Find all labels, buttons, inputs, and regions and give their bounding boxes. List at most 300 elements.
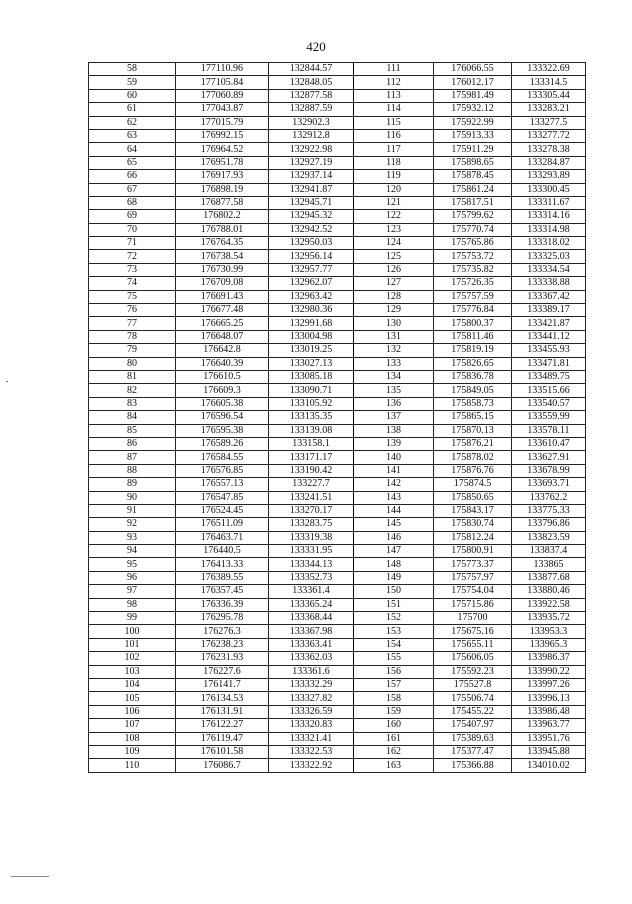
x-coordinate-cell: 176610.5 xyxy=(176,370,269,383)
table-row xyxy=(89,397,586,410)
point-number-cell: 95 xyxy=(89,558,176,571)
y-coordinate-cell: 133823.59 xyxy=(512,531,586,544)
table-row xyxy=(89,116,586,129)
y-coordinate-cell: 133922.58 xyxy=(512,598,586,611)
x-coordinate-cell: 175826.65 xyxy=(434,357,512,370)
x-coordinate-cell: 175836.78 xyxy=(434,370,512,383)
point-number-cell: 144 xyxy=(354,504,434,517)
point-number-cell: 82 xyxy=(89,384,176,397)
y-coordinate-cell: 133344.13 xyxy=(269,558,354,571)
point-number-cell: 78 xyxy=(89,330,176,343)
table-row xyxy=(89,678,586,691)
y-coordinate-cell: 133610.47 xyxy=(512,437,586,450)
y-coordinate-cell: 133283.75 xyxy=(269,518,354,531)
y-coordinate-cell: 133775.33 xyxy=(512,504,586,517)
point-number-cell: 89 xyxy=(89,478,176,491)
y-coordinate-cell: 133540.57 xyxy=(512,397,586,410)
point-number-cell: 140 xyxy=(354,451,434,464)
point-number-cell: 152 xyxy=(354,612,434,625)
y-coordinate-cell: 133368.44 xyxy=(269,612,354,625)
point-number-cell: 136 xyxy=(354,397,434,410)
x-coordinate-cell: 176012.17 xyxy=(434,76,512,89)
y-coordinate-cell: 133326.59 xyxy=(269,705,354,718)
point-number-cell: 130 xyxy=(354,317,434,330)
y-coordinate-cell: 133986.37 xyxy=(512,652,586,665)
point-number-cell: 64 xyxy=(89,143,176,156)
coordinates-table xyxy=(88,62,586,773)
x-coordinate-cell: 175715.86 xyxy=(434,598,512,611)
x-coordinate-cell: 176086.7 xyxy=(176,759,269,772)
point-number-cell: 146 xyxy=(354,531,434,544)
y-coordinate-cell: 132991.68 xyxy=(269,317,354,330)
y-coordinate-cell: 133322.53 xyxy=(269,745,354,758)
x-coordinate-cell: 176709.08 xyxy=(176,277,269,290)
y-coordinate-cell: 133362.03 xyxy=(269,652,354,665)
y-coordinate-cell: 133322.69 xyxy=(512,63,586,76)
x-coordinate-cell: 175726.35 xyxy=(434,277,512,290)
x-coordinate-cell: 176122.27 xyxy=(176,719,269,732)
point-number-cell: 120 xyxy=(354,183,434,196)
y-coordinate-cell: 133361.6 xyxy=(269,665,354,678)
point-number-cell: 147 xyxy=(354,545,434,558)
y-coordinate-cell: 133953.3 xyxy=(512,625,586,638)
y-coordinate-cell: 132950.03 xyxy=(269,237,354,250)
point-number-cell: 137 xyxy=(354,411,434,424)
point-number-cell: 154 xyxy=(354,638,434,651)
x-coordinate-cell: 176119.47 xyxy=(176,732,269,745)
coordinates-table-body xyxy=(89,63,586,773)
y-coordinate-cell: 133318.02 xyxy=(512,237,586,250)
point-number-cell: 66 xyxy=(89,170,176,183)
x-coordinate-cell: 176141.7 xyxy=(176,678,269,691)
x-coordinate-cell: 176389.55 xyxy=(176,571,269,584)
point-number-cell: 131 xyxy=(354,330,434,343)
point-number-cell: 133 xyxy=(354,357,434,370)
point-number-cell: 126 xyxy=(354,263,434,276)
x-coordinate-cell: 176730.99 xyxy=(176,263,269,276)
x-coordinate-cell: 176576.85 xyxy=(176,464,269,477)
y-coordinate-cell: 132941.87 xyxy=(269,183,354,196)
point-number-cell: 145 xyxy=(354,518,434,531)
point-number-cell: 129 xyxy=(354,304,434,317)
point-number-cell: 124 xyxy=(354,237,434,250)
x-coordinate-cell: 175799.62 xyxy=(434,210,512,223)
point-number-cell: 151 xyxy=(354,598,434,611)
y-coordinate-cell: 133363.41 xyxy=(269,638,354,651)
table-row xyxy=(89,652,586,665)
point-number-cell: 97 xyxy=(89,585,176,598)
y-coordinate-cell: 133877.68 xyxy=(512,571,586,584)
x-coordinate-cell: 176802.2 xyxy=(176,210,269,223)
x-coordinate-cell: 175811.46 xyxy=(434,330,512,343)
point-number-cell: 114 xyxy=(354,103,434,116)
y-coordinate-cell: 132945.71 xyxy=(269,196,354,209)
x-coordinate-cell: 177015.79 xyxy=(176,116,269,129)
y-coordinate-cell: 132912.8 xyxy=(269,129,354,142)
table-row xyxy=(89,558,586,571)
x-coordinate-cell: 176066.55 xyxy=(434,63,512,76)
y-coordinate-cell: 133320.83 xyxy=(269,719,354,732)
x-coordinate-cell: 175849.05 xyxy=(434,384,512,397)
y-coordinate-cell: 133935.72 xyxy=(512,612,586,625)
y-coordinate-cell: 133951.76 xyxy=(512,732,586,745)
point-number-cell: 101 xyxy=(89,638,176,651)
x-coordinate-cell: 175913.33 xyxy=(434,129,512,142)
table-row xyxy=(89,464,586,477)
y-coordinate-cell: 133365.24 xyxy=(269,598,354,611)
table-row xyxy=(89,263,586,276)
x-coordinate-cell: 176131.91 xyxy=(176,705,269,718)
y-coordinate-cell: 133367.98 xyxy=(269,625,354,638)
y-coordinate-cell: 133331.95 xyxy=(269,545,354,558)
point-number-cell: 112 xyxy=(354,76,434,89)
table-row xyxy=(89,317,586,330)
point-number-cell: 138 xyxy=(354,424,434,437)
x-coordinate-cell: 175700 xyxy=(434,612,512,625)
y-coordinate-cell: 133515.66 xyxy=(512,384,586,397)
point-number-cell: 142 xyxy=(354,478,434,491)
footer-rule xyxy=(11,876,49,877)
y-coordinate-cell: 133996.13 xyxy=(512,692,586,705)
point-number-cell: 85 xyxy=(89,424,176,437)
x-coordinate-cell: 176648.07 xyxy=(176,330,269,343)
point-number-cell: 58 xyxy=(89,63,176,76)
table-row xyxy=(89,330,586,343)
point-number-cell: 61 xyxy=(89,103,176,116)
y-coordinate-cell: 133945.88 xyxy=(512,745,586,758)
table-row xyxy=(89,759,586,772)
x-coordinate-cell: 176511.09 xyxy=(176,518,269,531)
x-coordinate-cell: 175878.45 xyxy=(434,170,512,183)
point-number-cell: 69 xyxy=(89,210,176,223)
x-coordinate-cell: 176276.3 xyxy=(176,625,269,638)
point-number-cell: 109 xyxy=(89,745,176,758)
point-number-cell: 86 xyxy=(89,437,176,450)
x-coordinate-cell: 176101.58 xyxy=(176,745,269,758)
point-number-cell: 104 xyxy=(89,678,176,691)
x-coordinate-cell: 175922.99 xyxy=(434,116,512,129)
y-coordinate-cell: 132848.05 xyxy=(269,76,354,89)
y-coordinate-cell: 133627.91 xyxy=(512,451,586,464)
point-number-cell: 105 xyxy=(89,692,176,705)
point-number-cell: 70 xyxy=(89,223,176,236)
table-row xyxy=(89,384,586,397)
y-coordinate-cell: 133004.98 xyxy=(269,330,354,343)
table-row xyxy=(89,491,586,504)
y-coordinate-cell: 133314.5 xyxy=(512,76,586,89)
point-number-cell: 149 xyxy=(354,571,434,584)
x-coordinate-cell: 175655.11 xyxy=(434,638,512,651)
y-coordinate-cell: 133283.21 xyxy=(512,103,586,116)
table-row xyxy=(89,719,586,732)
y-coordinate-cell: 133986.48 xyxy=(512,705,586,718)
x-coordinate-cell: 176295.78 xyxy=(176,612,269,625)
x-coordinate-cell: 175800.37 xyxy=(434,317,512,330)
y-coordinate-cell: 133965.3 xyxy=(512,638,586,651)
point-number-cell: 68 xyxy=(89,196,176,209)
y-coordinate-cell: 132902.3 xyxy=(269,116,354,129)
y-coordinate-cell: 132963.42 xyxy=(269,290,354,303)
table-row xyxy=(89,411,586,424)
y-coordinate-cell: 132877.58 xyxy=(269,89,354,102)
y-coordinate-cell: 133135.35 xyxy=(269,411,354,424)
point-number-cell: 87 xyxy=(89,451,176,464)
point-number-cell: 72 xyxy=(89,250,176,263)
y-coordinate-cell: 133693.71 xyxy=(512,478,586,491)
point-number-cell: 119 xyxy=(354,170,434,183)
x-coordinate-cell: 175455.22 xyxy=(434,705,512,718)
point-number-cell: 88 xyxy=(89,464,176,477)
point-number-cell: 93 xyxy=(89,531,176,544)
x-coordinate-cell: 176238.23 xyxy=(176,638,269,651)
point-number-cell: 115 xyxy=(354,116,434,129)
table-row xyxy=(89,304,586,317)
x-coordinate-cell: 176738.54 xyxy=(176,250,269,263)
x-coordinate-cell: 175606.05 xyxy=(434,652,512,665)
table-row xyxy=(89,277,586,290)
x-coordinate-cell: 175858.73 xyxy=(434,397,512,410)
x-coordinate-cell: 176605.38 xyxy=(176,397,269,410)
table-row xyxy=(89,437,586,450)
point-number-cell: 80 xyxy=(89,357,176,370)
x-coordinate-cell: 175981.49 xyxy=(434,89,512,102)
y-coordinate-cell: 133880.46 xyxy=(512,585,586,598)
y-coordinate-cell: 133293.89 xyxy=(512,170,586,183)
y-coordinate-cell: 133019.25 xyxy=(269,344,354,357)
y-coordinate-cell: 133361.4 xyxy=(269,585,354,598)
point-number-cell: 92 xyxy=(89,518,176,531)
y-coordinate-cell: 133158.1 xyxy=(269,437,354,450)
x-coordinate-cell: 176677.48 xyxy=(176,304,269,317)
y-coordinate-cell: 133455.93 xyxy=(512,344,586,357)
y-coordinate-cell: 133300.45 xyxy=(512,183,586,196)
x-coordinate-cell: 176898.19 xyxy=(176,183,269,196)
table-row xyxy=(89,745,586,758)
point-number-cell: 135 xyxy=(354,384,434,397)
x-coordinate-cell: 175876.21 xyxy=(434,437,512,450)
x-coordinate-cell: 176584.55 xyxy=(176,451,269,464)
margin-mark xyxy=(6,381,8,382)
y-coordinate-cell: 133389.17 xyxy=(512,304,586,317)
point-number-cell: 111 xyxy=(354,63,434,76)
point-number-cell: 125 xyxy=(354,250,434,263)
point-number-cell: 84 xyxy=(89,411,176,424)
table-row xyxy=(89,598,586,611)
y-coordinate-cell: 133332.29 xyxy=(269,678,354,691)
point-number-cell: 128 xyxy=(354,290,434,303)
y-coordinate-cell: 133314.16 xyxy=(512,210,586,223)
y-coordinate-cell: 133352.73 xyxy=(269,571,354,584)
point-number-cell: 162 xyxy=(354,745,434,758)
y-coordinate-cell: 133865 xyxy=(512,558,586,571)
y-coordinate-cell: 133105.92 xyxy=(269,397,354,410)
y-coordinate-cell: 133190.42 xyxy=(269,464,354,477)
table-row xyxy=(89,478,586,491)
table-row xyxy=(89,692,586,705)
table-row xyxy=(89,76,586,89)
point-number-cell: 160 xyxy=(354,719,434,732)
point-number-cell: 106 xyxy=(89,705,176,718)
x-coordinate-cell: 176357.45 xyxy=(176,585,269,598)
x-coordinate-cell: 175861.24 xyxy=(434,183,512,196)
point-number-cell: 113 xyxy=(354,89,434,102)
x-coordinate-cell: 175870.13 xyxy=(434,424,512,437)
x-coordinate-cell: 175776.84 xyxy=(434,304,512,317)
table-row xyxy=(89,170,586,183)
x-coordinate-cell: 175812.24 xyxy=(434,531,512,544)
x-coordinate-cell: 177105.84 xyxy=(176,76,269,89)
x-coordinate-cell: 175377.47 xyxy=(434,745,512,758)
y-coordinate-cell: 132937.14 xyxy=(269,170,354,183)
table-row xyxy=(89,531,586,544)
y-coordinate-cell: 133489.75 xyxy=(512,370,586,383)
point-number-cell: 153 xyxy=(354,625,434,638)
point-number-cell: 157 xyxy=(354,678,434,691)
y-coordinate-cell: 133090.71 xyxy=(269,384,354,397)
table-row xyxy=(89,344,586,357)
x-coordinate-cell: 176691.43 xyxy=(176,290,269,303)
point-number-cell: 134 xyxy=(354,370,434,383)
table-row xyxy=(89,451,586,464)
x-coordinate-cell: 175865.15 xyxy=(434,411,512,424)
y-coordinate-cell: 133837.4 xyxy=(512,545,586,558)
table-row xyxy=(89,612,586,625)
y-coordinate-cell: 133338.88 xyxy=(512,277,586,290)
x-coordinate-cell: 175757.97 xyxy=(434,571,512,584)
x-coordinate-cell: 175898.65 xyxy=(434,156,512,169)
x-coordinate-cell: 175735.82 xyxy=(434,263,512,276)
x-coordinate-cell: 175878.02 xyxy=(434,451,512,464)
x-coordinate-cell: 175773.37 xyxy=(434,558,512,571)
x-coordinate-cell: 176764.35 xyxy=(176,237,269,250)
x-coordinate-cell: 175830.74 xyxy=(434,518,512,531)
point-number-cell: 65 xyxy=(89,156,176,169)
y-coordinate-cell: 133421.87 xyxy=(512,317,586,330)
table-row xyxy=(89,103,586,116)
x-coordinate-cell: 175770.74 xyxy=(434,223,512,236)
point-number-cell: 67 xyxy=(89,183,176,196)
point-number-cell: 158 xyxy=(354,692,434,705)
x-coordinate-cell: 176227.6 xyxy=(176,665,269,678)
point-number-cell: 94 xyxy=(89,545,176,558)
y-coordinate-cell: 132927.19 xyxy=(269,156,354,169)
x-coordinate-cell: 176231.93 xyxy=(176,652,269,665)
point-number-cell: 122 xyxy=(354,210,434,223)
point-number-cell: 161 xyxy=(354,732,434,745)
x-coordinate-cell: 175754.04 xyxy=(434,585,512,598)
x-coordinate-cell: 175876.76 xyxy=(434,464,512,477)
x-coordinate-cell: 175843.17 xyxy=(434,504,512,517)
table-row xyxy=(89,518,586,531)
x-coordinate-cell: 175800.91 xyxy=(434,545,512,558)
table-row xyxy=(89,705,586,718)
point-number-cell: 108 xyxy=(89,732,176,745)
x-coordinate-cell: 175389.63 xyxy=(434,732,512,745)
x-coordinate-cell: 176463.71 xyxy=(176,531,269,544)
x-coordinate-cell: 176134.53 xyxy=(176,692,269,705)
point-number-cell: 79 xyxy=(89,344,176,357)
x-coordinate-cell: 176964.52 xyxy=(176,143,269,156)
y-coordinate-cell: 133139.08 xyxy=(269,424,354,437)
table-row xyxy=(89,424,586,437)
table-row xyxy=(89,63,586,76)
point-number-cell: 98 xyxy=(89,598,176,611)
point-number-cell: 127 xyxy=(354,277,434,290)
point-number-cell: 118 xyxy=(354,156,434,169)
y-coordinate-cell: 132887.59 xyxy=(269,103,354,116)
point-number-cell: 110 xyxy=(89,759,176,772)
x-coordinate-cell: 176642.8 xyxy=(176,344,269,357)
point-number-cell: 76 xyxy=(89,304,176,317)
x-coordinate-cell: 176640.39 xyxy=(176,357,269,370)
x-coordinate-cell: 175527.8 xyxy=(434,678,512,691)
x-coordinate-cell: 176951.78 xyxy=(176,156,269,169)
x-coordinate-cell: 176336.39 xyxy=(176,598,269,611)
y-coordinate-cell: 133997.26 xyxy=(512,678,586,691)
y-coordinate-cell: 132922.98 xyxy=(269,143,354,156)
y-coordinate-cell: 133990.22 xyxy=(512,665,586,678)
y-coordinate-cell: 132980.36 xyxy=(269,304,354,317)
x-coordinate-cell: 176609.3 xyxy=(176,384,269,397)
point-number-cell: 71 xyxy=(89,237,176,250)
table-row xyxy=(89,585,586,598)
y-coordinate-cell: 132956.14 xyxy=(269,250,354,263)
x-coordinate-cell: 176992.15 xyxy=(176,129,269,142)
point-number-cell: 121 xyxy=(354,196,434,209)
x-coordinate-cell: 175366.88 xyxy=(434,759,512,772)
y-coordinate-cell: 133678.99 xyxy=(512,464,586,477)
point-number-cell: 155 xyxy=(354,652,434,665)
table-row xyxy=(89,732,586,745)
x-coordinate-cell: 175592.23 xyxy=(434,665,512,678)
table-row xyxy=(89,143,586,156)
y-coordinate-cell: 132942.52 xyxy=(269,223,354,236)
point-number-cell: 96 xyxy=(89,571,176,584)
x-coordinate-cell: 175407.97 xyxy=(434,719,512,732)
x-coordinate-cell: 176917.93 xyxy=(176,170,269,183)
point-number-cell: 150 xyxy=(354,585,434,598)
y-coordinate-cell: 133762.2 xyxy=(512,491,586,504)
x-coordinate-cell: 175765.86 xyxy=(434,237,512,250)
y-coordinate-cell: 133796.86 xyxy=(512,518,586,531)
y-coordinate-cell: 133241.51 xyxy=(269,491,354,504)
point-number-cell: 102 xyxy=(89,652,176,665)
x-coordinate-cell: 175850.65 xyxy=(434,491,512,504)
point-number-cell: 75 xyxy=(89,290,176,303)
y-coordinate-cell: 133027.13 xyxy=(269,357,354,370)
point-number-cell: 139 xyxy=(354,437,434,450)
x-coordinate-cell: 176665.25 xyxy=(176,317,269,330)
y-coordinate-cell: 133311.67 xyxy=(512,196,586,209)
point-number-cell: 59 xyxy=(89,76,176,89)
point-number-cell: 81 xyxy=(89,370,176,383)
x-coordinate-cell: 176547.85 xyxy=(176,491,269,504)
y-coordinate-cell: 133327.82 xyxy=(269,692,354,705)
y-coordinate-cell: 133322.92 xyxy=(269,759,354,772)
point-number-cell: 159 xyxy=(354,705,434,718)
y-coordinate-cell: 133559.99 xyxy=(512,411,586,424)
x-coordinate-cell: 176589.26 xyxy=(176,437,269,450)
table-row xyxy=(89,156,586,169)
x-coordinate-cell: 176557.13 xyxy=(176,478,269,491)
y-coordinate-cell: 133314.98 xyxy=(512,223,586,236)
table-row xyxy=(89,665,586,678)
table-row xyxy=(89,571,586,584)
x-coordinate-cell: 175874.5 xyxy=(434,478,512,491)
y-coordinate-cell: 133325.03 xyxy=(512,250,586,263)
y-coordinate-cell: 132957.77 xyxy=(269,263,354,276)
table-row xyxy=(89,223,586,236)
